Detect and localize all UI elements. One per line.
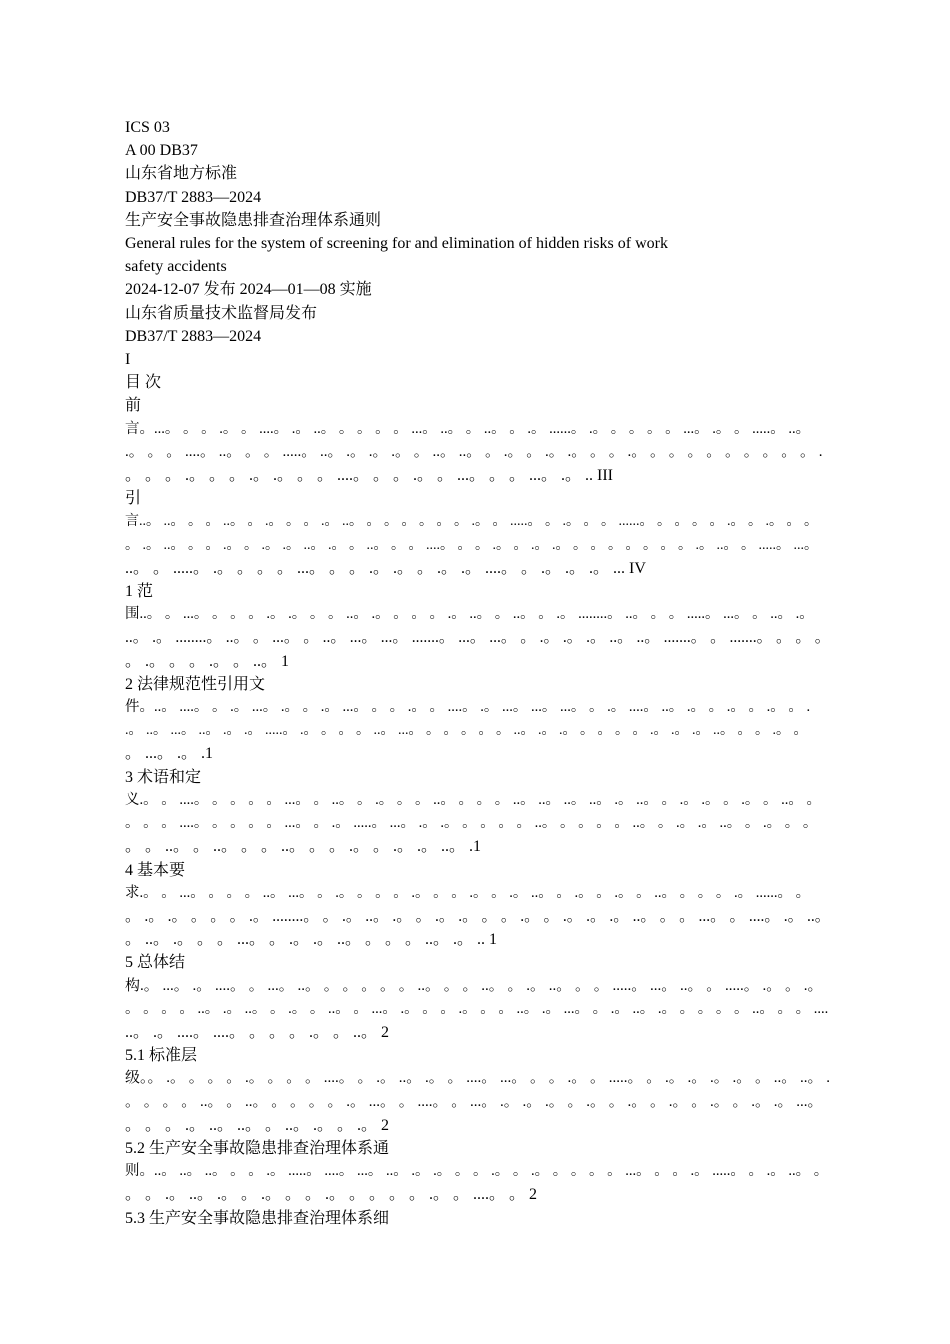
toc-leader-line: 。 .。 。 。 .。 。 ..。 1 bbox=[125, 652, 290, 670]
toc-leader-line: 。 。 。 ....。 。 。 。 。 ...。 。 .。 .....。 ...。 .。 .。 。 。 。 。 ..。 。 。 。 。 ..。 。 .。 .。 ..。 。 .。 。 。 bbox=[125, 815, 818, 832]
toc-leader-line: ..。 。 .....。 .。 。 。 。 ...。 。 。 .。 .。 。 .。 .。 ....。 。 .。 .。 .。 ... IV bbox=[125, 559, 646, 577]
toc-entry[interactable] bbox=[125, 1207, 830, 1230]
standard-code: DB37/T 2883—2024 bbox=[125, 188, 262, 206]
toc-leader-line: 。 。 .。 ..。 .。 。 .。 。 。 .。 。 。 。 。 .。 。 ....。 。 2 bbox=[125, 1186, 538, 1204]
toc-entry-title: 5 总体结 bbox=[125, 954, 186, 972]
issuer-title: 山东省地方标准 bbox=[125, 165, 238, 183]
toc-leader-line: 。 。 。 .。 。 。 .。 .。 。 。 ....。 。 。 .。 。 ...。 。 。 ...。 .。 .. III bbox=[125, 467, 613, 485]
toc-leader-line: .。 。 。 ....。 ..。 。 。 .....。 ..。 .。 .。 .。 。 ..。 ..。 。 .。 。 .。 .。 。 。 .。 。 。 。 。 。 。 。 。 。 . bbox=[125, 443, 823, 460]
toc-entry[interactable] bbox=[125, 673, 830, 766]
toc-entry-title: 5.1 标准层 bbox=[125, 1047, 198, 1065]
toc-leader-line: ..。 .。 ........。 ..。 。 ...。 。 ..。 ...。 ...。 .......。 ...。 ...。 。 .。 .。 .。 ..。 ..。 .......。 。 .......。 。 。 。 bbox=[125, 629, 831, 647]
document-title-cn: 生产安全事故隐患排查治理体系通则 bbox=[125, 211, 382, 229]
toc-entry-title: 4 基本要 bbox=[125, 861, 186, 879]
standard-code-repeat: DB37/T 2883—2024 bbox=[125, 327, 262, 345]
toc-leader-line: 。 .。 .。 。 。 。 .。 ........。 。 .。 ..。 .。 。 .。 .。 。 。 .。 。 .。 .。 .。 ..。 。 。 ...。 。 ....。 .。 ..。 bbox=[125, 907, 831, 925]
toc-entry[interactable] bbox=[125, 1137, 830, 1207]
toc-leader-line: 。 。 。 。 ..。 。 ..。 。 。 。 。 .。 ...。 。 ....。 。 ...。 .。 .。 .。 。 .。 。 .。 。 .。 。 .。 。 .。 .。 ...。 bbox=[125, 1093, 823, 1110]
document-title-en-line-1: General rules for the system of screening for and elimination of hidden risks of work bbox=[125, 235, 668, 253]
toc-leader-line: 。 .。 ..。 。 。 .。 。 .。 .。 ..。 .。 。 ..。 。 。 ....。 。 。 .。 。 .。 .。 。 。 。 。 。 。 。 .。 ..。 。 .....。 ...。 bbox=[125, 537, 818, 553]
toc-entry-title: 5.2 生产安全事故隐患排查治理体系通 bbox=[125, 1139, 390, 1157]
toc-leader-line: 级。。 .。 。 。 。 .。 。 。 。 ....。 。 .。 ..。 .。 。 ....。 ...。 。 。 .。 。 .....。 。 .。 .。 .。 .。 。 ..。 ..。 . bbox=[125, 1070, 831, 1087]
toc-leader-line: 。 ...。 .。 .1 bbox=[125, 745, 214, 763]
toc-entry-title: 3 术语和定 bbox=[125, 768, 202, 786]
classification-code: A 00 DB37 bbox=[125, 142, 198, 160]
issue-dates: 2024-12-07 发布 2024—01—08 实施 bbox=[125, 281, 372, 299]
toc-heading: 目 次 bbox=[125, 374, 162, 392]
toc-leader-line: .。 ..。 ...。 ..。 .。 .。 .....。 .。 。 。 。 ..。 ...。 。 。 。 。 。 ..。 .。 .。 。 。 。 。 .。 .。 .。 ..。 。 。 .。 。 bbox=[125, 723, 808, 739]
toc-leader-line: 求.。 。 ...。 。 。 。 ..。 ...。 。 .。 。 。 。 .。 。 。 .。 。 .。 ..。 。 .。 。 .。 。 ..。 。 。 。 .。 ......。 。 bbox=[125, 884, 811, 901]
toc-entry[interactable] bbox=[125, 580, 830, 673]
document-title-en-line-2: safety accidents bbox=[125, 258, 227, 276]
table-of-contents bbox=[125, 394, 830, 1229]
toc-leader-line: 。 。 。 。 ..。 .。 ..。 。 .。 。 ..。 。 ...。 .。 。 。 .。 。 。 ..。 .。 ...。 。 .。 ..。 .。 。 。 。 。 ..。 。 。 .... bbox=[125, 1000, 829, 1017]
toc-leader-line: 。 。 。 .。 ..。 ..。 。 ..。 .。 。 .。 2 bbox=[125, 1116, 390, 1134]
toc-leader-line: 义.。 。 ....。 。 。 。 。 ...。 。 ..。 。 .。 。 。 ..。 。 。 。 ..。 ..。 ..。 ..。 .。 ..。 。 .。 .。 。 .。 。 ..。 。 bbox=[125, 791, 821, 808]
toc-entry-title: 引 bbox=[125, 490, 142, 508]
toc-entry[interactable] bbox=[125, 766, 830, 859]
document-page bbox=[125, 116, 830, 1230]
toc-entry[interactable] bbox=[125, 487, 830, 580]
toc-leader-line: 构.。 ...。 .。 ....。 。 ...。 ..。 。 。 。 。 。 ..。 。 。 ..。 。 .。 ..。 。 。 .....。 ...。 ..。 。 .....。 .。 。 .。 bbox=[125, 977, 823, 994]
toc-entry-title: 1 范 bbox=[125, 583, 154, 601]
toc-entry[interactable] bbox=[125, 859, 830, 952]
toc-leader-line: ..。 .。 ....。 ....。 。 。 。 .。 。 ..。 2 bbox=[125, 1023, 390, 1041]
toc-entry-title: 5.3 生产安全事故隐患排查治理体系细 bbox=[125, 1209, 390, 1227]
toc-leader-line: 件。..。 ....。 。 .。 ...。 .。 。 .。 ...。 。 。 .。 。 ....。 .。 ...。 ...。 ...。 。 .。 ....。 ..。 .。 。 .。 。 .。 。 . bbox=[125, 699, 811, 716]
toc-entry[interactable] bbox=[125, 1044, 830, 1137]
toc-leader-line: 则。..。 ..。 ..。 。 。 .。 .....。 ....。 ...。 ..。 .。 .。 。 。 .。 。 .。 。 。 。 。 ...。 。 。 .。 .....。 。 .。 ..。 。 bbox=[125, 1163, 829, 1180]
ics-code: ICS 03 bbox=[125, 119, 170, 136]
toc-entry-title: 2 法律规范性引用文 bbox=[125, 675, 266, 693]
toc-leader-line: 围..。 。 ...。 。 。 。 .。 .。 。 。 ..。 .。 。 。 。 .。 ..。 。 ..。 。 .。 ........。 ..。 。 。 .....。 ...。 。 ..。 .。 bbox=[125, 606, 814, 623]
toc-leader-line: 言..。 ..。 。 。 ..。 。 .。 。 。 .。 ..。 。 。 。 。 。 。 .。 。 .....。 。 .。 。 。 ......。 。 。 。 。 .。 。 .。 。 。 bbox=[125, 514, 818, 530]
toc-entry-title: 前 bbox=[125, 397, 142, 415]
toc-leader-line: 。 。 ..。 。 ..。 。 。 ..。 。 。 .。 。 .。 .。 ..。 .1 bbox=[125, 838, 482, 856]
page-number-roman: I bbox=[125, 351, 131, 369]
toc-entry[interactable] bbox=[125, 951, 830, 1044]
toc-leader-line: 。 ..。 .。 。 。 ...。 。 .。 .。 ..。 。 。 。 ..。 .。 .. 1 bbox=[125, 931, 498, 949]
publisher: 山东省质量技术监督局发布 bbox=[125, 304, 318, 322]
toc-leader-line: 言。...。 。 。 .。 。 ....。 .。 ..。 。 。 。 。 ...。 ..。 。 ..。 。 .。 ......。 .。 。 。 。 。 ...。 .。 。 .....。 ..。 bbox=[125, 420, 811, 437]
toc-entry[interactable] bbox=[125, 394, 830, 487]
